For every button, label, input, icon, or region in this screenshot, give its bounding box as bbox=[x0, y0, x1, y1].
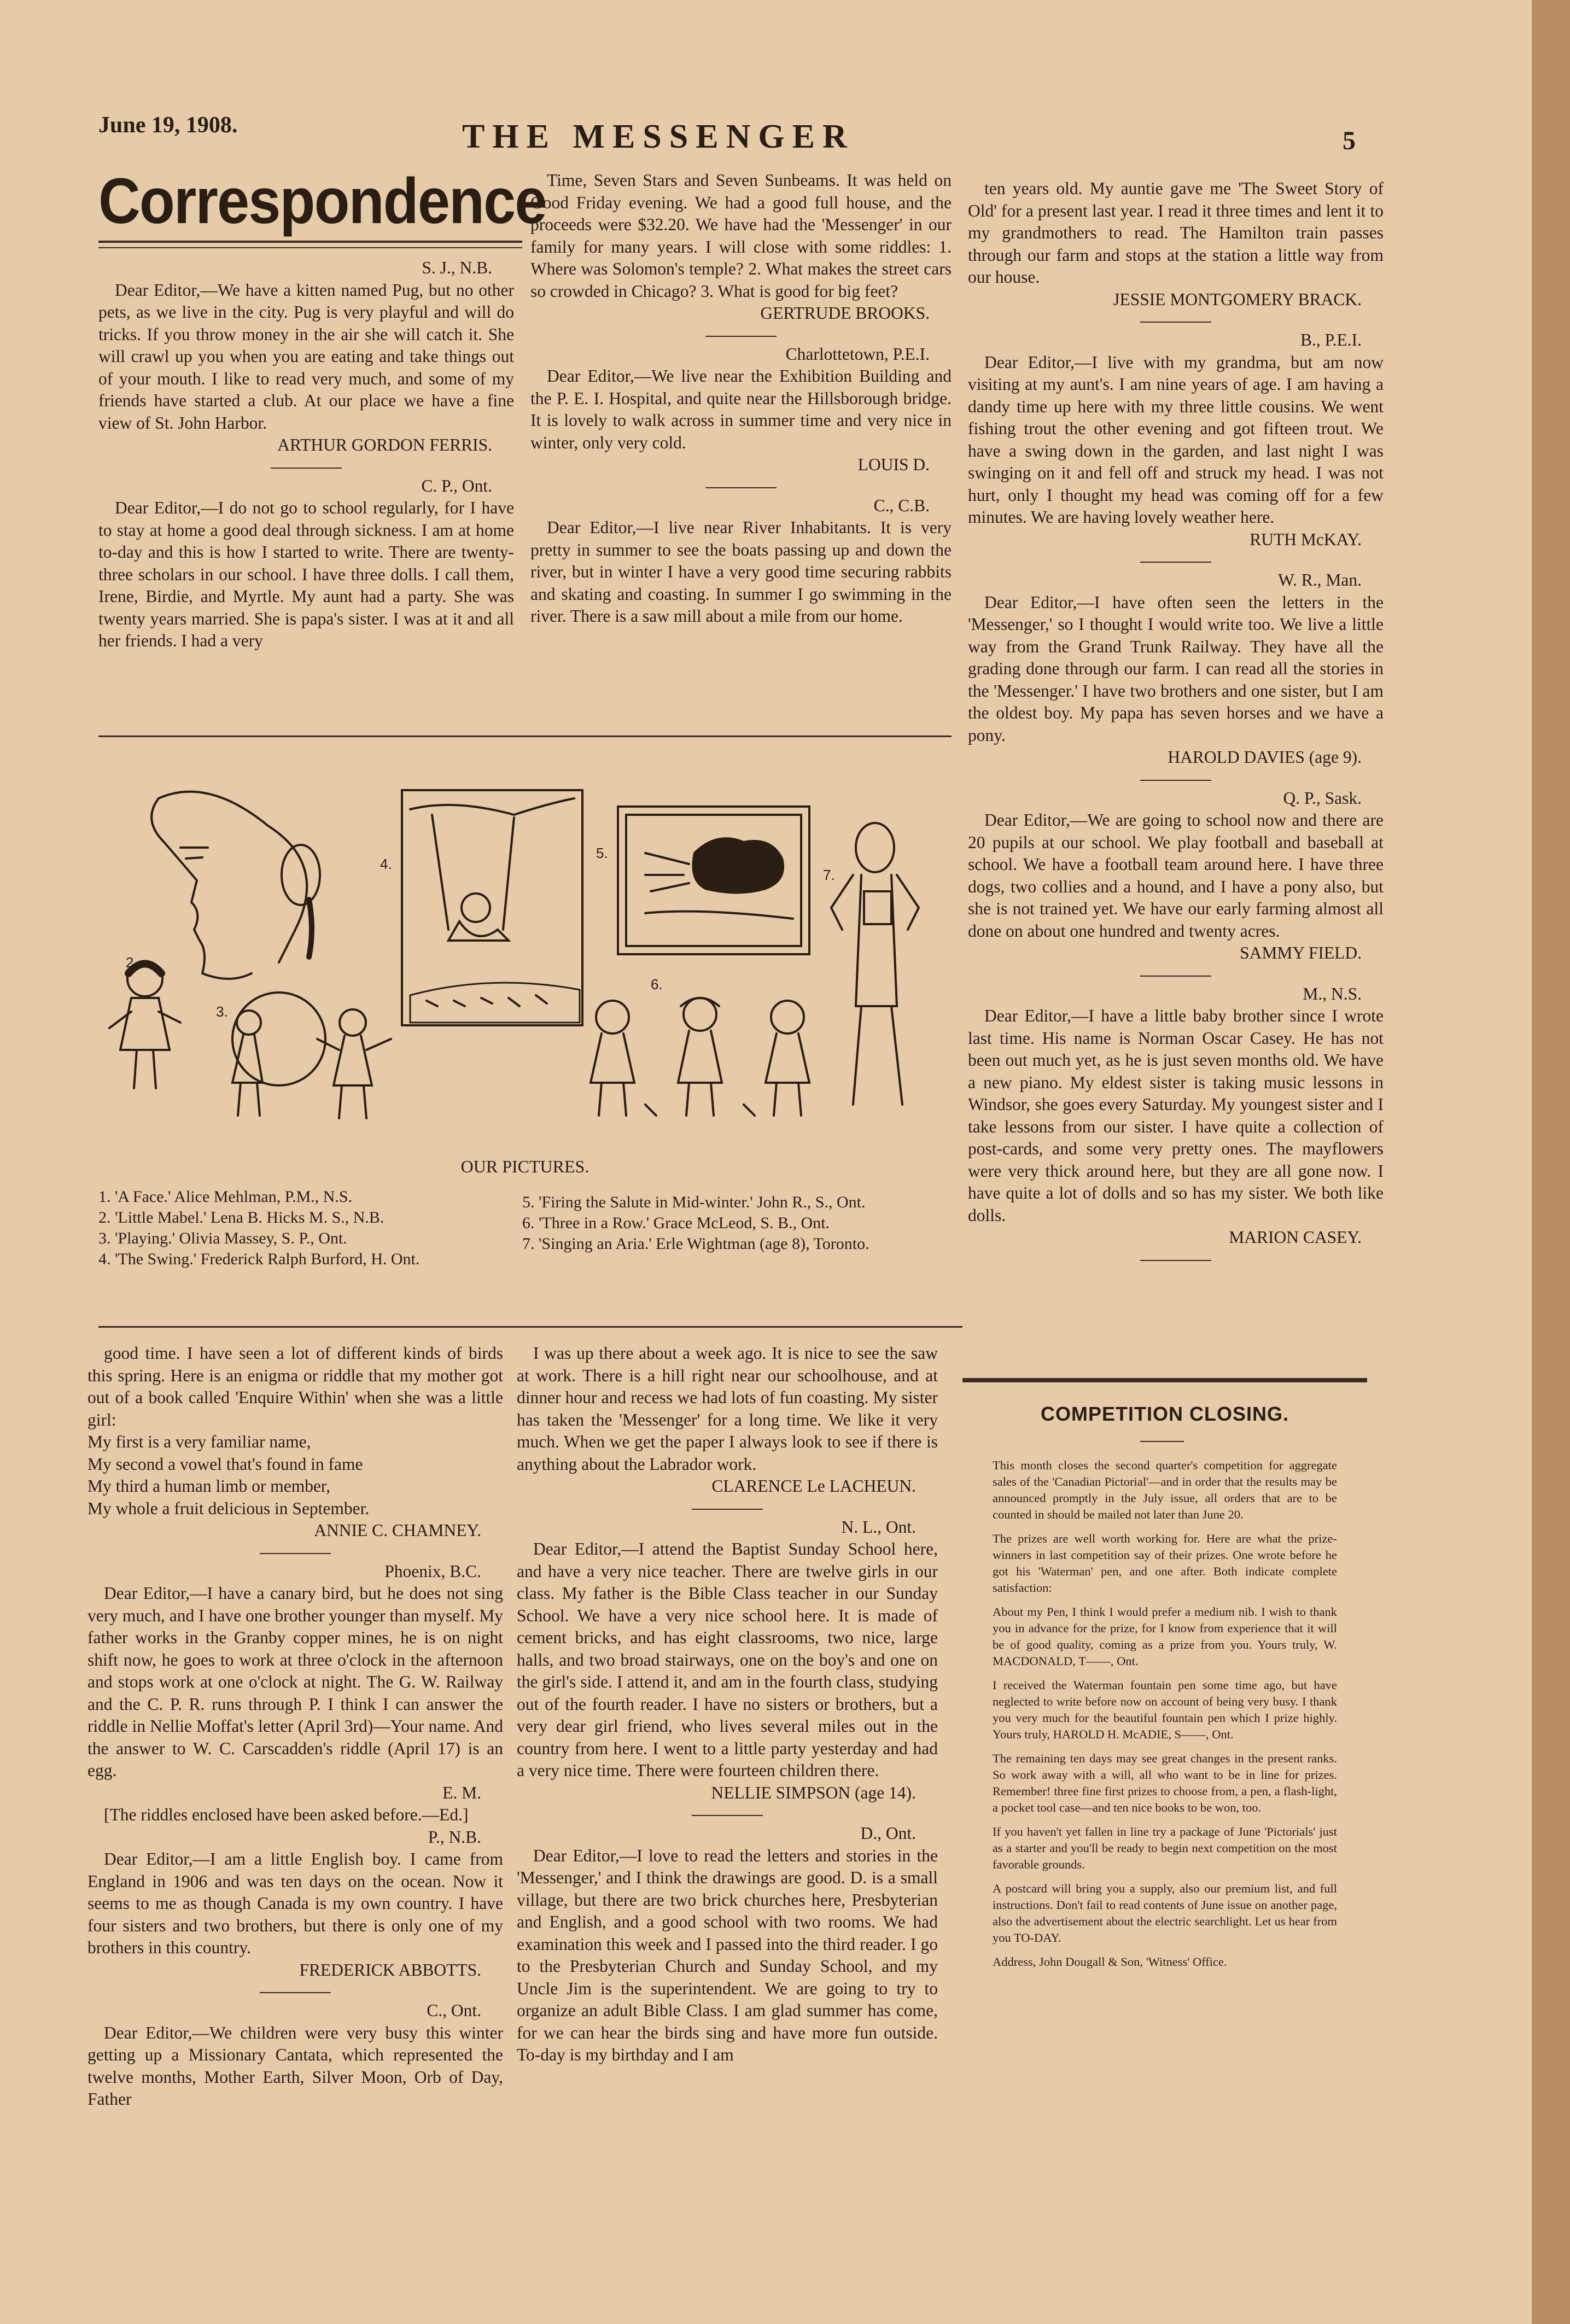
letter-signature: NELLIE SIMPSON (age 14). bbox=[711, 1783, 916, 1802]
riddle-line: My third a human limb or member, bbox=[87, 1476, 331, 1496]
letters-column-1b bbox=[87, 1342, 503, 2111]
letter-location: Q. P., Sask. bbox=[1283, 788, 1362, 808]
letter-divider bbox=[705, 336, 777, 337]
letter-location: C., C.B. bbox=[873, 495, 930, 515]
letters-column-2b bbox=[517, 1342, 938, 2066]
drawing-face bbox=[151, 792, 320, 979]
competition-paragraph: A postcard will bring you a supply, also our premium list, and full instructions. Don't fail to read contents of June issue on another page, also the advertisement about the electric searchlight. Let us hear from you TO-DAY. bbox=[993, 1882, 1337, 1945]
competition-paragraph: This month closes the second quarter's competition for aggregate sales of the 'Canadian Pictorial'—and in order that the results may be announced promptly in the July issue, all orders that are to be counted in should be mailed not later than June 20. bbox=[993, 1458, 1337, 1521]
letter-divider bbox=[705, 487, 777, 488]
riddle-line: My whole a fruit delicious in September. bbox=[87, 1498, 370, 1518]
letter-divider bbox=[1140, 562, 1211, 563]
letter-location: Charlottetown, P.E.I. bbox=[785, 344, 930, 364]
picture-legend-item: 5. 'Firing the Salute in Mid-winter.' John R., S., Ont. bbox=[522, 1193, 866, 1211]
letter-signature: CLARENCE Le LACHEUN. bbox=[711, 1476, 916, 1496]
letter-body: Dear Editor,—I have a canary bird, but he does not sing very much, and I have one brother younger than myself. My father works in the Granby copper mines, he is on night shift now, he goes to work at three o'clock in the afternoon and stops work at one o'clock at night. The G. W. Railway and the C. P. R. runs through P. I think I can answer the riddle in Nellie Moffat's letter (April 3rd)—Your name. And the answer to W. C. Carscadden's riddle (April 17) is an egg. bbox=[87, 1584, 503, 1780]
picture-number-7: 7. bbox=[823, 867, 835, 883]
section-title: Correspondence bbox=[98, 165, 546, 237]
letter-body: Dear Editor,—I have often seen the letters in the 'Messenger,' so I thought I would write too. We live a little way from the Grand Trunk Railway. They have all the grading done through our farm. I can read all the stories in the 'Messenger.' I have two brothers and one sister, but I am the oldest boy. My papa has seven horses and we have a pony. bbox=[968, 592, 1384, 745]
letters-column-1 bbox=[98, 257, 514, 652]
letter-body: [The riddles enclosed have been asked before.—Ed.] bbox=[104, 1805, 469, 1824]
section-rule bbox=[98, 241, 522, 243]
competition-title: COMPETITION CLOSING. bbox=[1040, 1403, 1289, 1425]
drawing-firing-salute bbox=[618, 807, 809, 954]
letter-body: Dear Editor,—I am a little English boy. I came from England in 1906 and was ten days on the ocean. Now it seems to me as though Canada is my own country. I have four sisters and two brothers, but there is only one of my brothers in this country. bbox=[87, 1849, 503, 1957]
letter-signature: HAROLD DAVIES (age 9). bbox=[1168, 748, 1362, 767]
letter-body: Dear Editor,—I do not go to school regularly, for I have to stay at home a good deal through sickness. I am at home to-day and this is how I started to write. There are twenty-three scholars in our school. I have three dolls. I call them, Irene, Birdie, and Myrtle. My aunt had a party. She was twenty years married. She is papa's sister. I was at it and all her friends. I had a very bbox=[98, 498, 514, 650]
competition-paragraph: If you haven't yet fallen in line try a package of June 'Pictorials' just as a starter and you'll be ready to begin next competition on the most favorable grounds. bbox=[993, 1825, 1337, 1871]
letters-column-2 bbox=[530, 170, 952, 628]
letter-location: W. R., Man. bbox=[1278, 570, 1362, 589]
letter-location: M., N.S. bbox=[1303, 984, 1362, 1003]
competition-top-rule bbox=[962, 1378, 1367, 1382]
letter-divider bbox=[260, 1992, 331, 1993]
newspaper-title: THE MESSENGER bbox=[462, 118, 855, 155]
drawing-little-mabel bbox=[109, 961, 180, 1088]
letter-body: Dear Editor,—I have a little baby brother since I wrote last time. His name is Norman Oscar Casey. He has not been out much yet, as he is just seven months old. We have a new piano. My eldest sister is taking music lessons in Windsor, she goes every Saturday. My youngest sister and I take lessons from our sister. I have quite a collection of post-cards, and some very pretty ones. The mayflowers were very thick around here, but they are all gone now. I have quite a lot of dolls and so has my sister. We both like dolls. bbox=[968, 1006, 1384, 1225]
drawing-playing bbox=[232, 992, 391, 1118]
letter-body: Dear Editor,—We live near the Exhibition Building and the P. E. I. Hospital, and quite near the Hillsborough bridge. It is lovely to walk across in summer time and very nice in winter, only very cold. bbox=[530, 366, 952, 452]
letter-divider bbox=[1140, 1260, 1211, 1261]
competition-paragraph: The remaining ten days may see great changes in the present ranks. So work away with a will, all who want to be in line for prizes. Remember! three fine first prizes to choose from, a pen, a flash-light, a pocket tool case—and ten nice books to be won, too. bbox=[993, 1751, 1337, 1814]
issue-date: June 19, 1908. bbox=[98, 113, 238, 138]
letter-signature: RUTH McKAY. bbox=[1250, 529, 1362, 549]
letter-signature: FREDERICK ABBOTTS. bbox=[299, 1960, 481, 1980]
letter-divider bbox=[271, 468, 342, 469]
picture-legend-item: 3. 'Playing.' Olivia Massey, S. P., Ont. bbox=[98, 1229, 347, 1247]
letter-signature: SAMMY FIELD. bbox=[1240, 943, 1362, 962]
letter-body: ten years old. My auntie gave me 'The Sweet Story of Old' for a present last year. I read it three times and lent it to my grandmothers to read. The Hamilton train passes through our farm and stops at the station a little way from our house. bbox=[968, 179, 1384, 287]
picture-legend-item: 2. 'Little Mabel.' Lena B. Hicks M. S., N.B. bbox=[98, 1208, 384, 1227]
competition-paragraph: Address, John Dougall & Son, 'Witness' Office. bbox=[993, 1955, 1227, 1969]
letter-divider bbox=[260, 1553, 331, 1554]
page-number: 5 bbox=[1343, 126, 1356, 155]
letter-signature: ARTHUR GORDON FERRIS. bbox=[277, 435, 492, 454]
letter-divider bbox=[1140, 780, 1211, 781]
competition-notice bbox=[993, 1457, 1337, 1978]
picture-number-3: 3. bbox=[216, 1003, 228, 1020]
competition-paragraph: I received the Waterman fountain pen some time ago, but have neglected to write before now on account of being very busy. I thank you very much for the beautiful fountain pen which I prize highly. Yours truly, HAROLD H. McADIE, S——, Ont. bbox=[993, 1678, 1337, 1741]
letter-body: I was up there about a week ago. It is nice to see the saw at work. There is a hill right near our schoolhouse, and at dinner hour and recess we had lots of fun coasting. My sister has taken the 'Messenger' for a long time. We like it very much. When we get the paper I always look to see if there is anything about the Labrador work. bbox=[517, 1344, 938, 1474]
pictures-caption: OUR PICTURES. bbox=[460, 1157, 590, 1176]
letter-body: Dear Editor,—I live near River Inhabitants. It is very pretty in summer to see the boats passing up and down the river, but in winter I have a very good time securing rabbits and skating and coasting. In summer I go swimming in the river. There is a saw mill about a mile from our home. bbox=[530, 518, 952, 626]
pictures-bottom-rule bbox=[98, 1326, 962, 1328]
picture-number-4: 4. bbox=[380, 856, 392, 872]
letter-body: Dear Editor,—We are going to school now and there are 20 pupils at our school. We play football and baseball at school. We have a football team around here. I have three dogs, two collies and a hound, and I have a pony also, but she is not trained yet. We have our early farming almost all done on about one hundred and twenty acres. bbox=[968, 810, 1384, 941]
letter-body: Dear Editor,—I attend the Baptist Sunday School here, and have a very nice teacher. There are twelve girls in our class. My father is the Bible Class teacher in our Sunday School. We have a very nice school here. It is made of cement bricks, and has eight classrooms, two nice, large halls, and two broad stairways, one on the boy's and one on the girl's side. I attend it, and am in the fourth class, studying out of the fourth reader. I have no sisters or brothers, but a very dear girl friend, who lives several miles out in the country from here. I went to a little party yesterday and had a very nice time. There were fourteen children there. bbox=[517, 1539, 938, 1780]
pictures-legend-right bbox=[522, 1192, 943, 1254]
letter-body: Dear Editor,—I love to read the letters and stories in the 'Messenger,' and I think the drawings are good. D. is a small village, but there are two brick churches here, Presbyterian and English, and a good school with two rooms. We had examination this week and I passed into the third reader. I go to the Presbyterian Church and Sunday School, and my Uncle Jim is the superintendent. We are going to try to organize an adult Bible Class. I am glad summer has come, for we can hear the birds sing and have more fun outside. To-day is my birthday and I am bbox=[517, 1846, 938, 2064]
pictures-top-rule bbox=[98, 735, 952, 737]
letter-body: good time. I have seen a lot of different kinds of birds this spring. Here is an enigma or riddle that my mother got out of a book called 'Enquire Within' when she was a little girl: bbox=[87, 1344, 503, 1429]
section-rule-thin bbox=[98, 247, 522, 248]
picture-legend-item: 1. 'A Face.' Alice Mehlman, P.M., N.S. bbox=[98, 1188, 353, 1206]
letter-location: P., N.B. bbox=[428, 1827, 481, 1847]
letter-divider bbox=[1140, 976, 1211, 977]
riddle-line: My first is a very familiar name, bbox=[87, 1432, 311, 1451]
letter-signature: JESSIE MONTGOMERY BRACK. bbox=[1113, 289, 1362, 309]
picture-number-6: 6. bbox=[651, 976, 663, 992]
letter-location: N. L., Ont. bbox=[841, 1517, 916, 1537]
competition-title-rule bbox=[1140, 1441, 1184, 1442]
letter-divider bbox=[692, 1509, 763, 1510]
picture-legend-item: 7. 'Singing an Aria.' Erle Wightman (age 8), Toronto. bbox=[522, 1235, 869, 1253]
letter-signature: ANNIE C. CHAMNEY. bbox=[314, 1521, 481, 1540]
drawing-swing bbox=[402, 790, 582, 1025]
children-drawings bbox=[98, 766, 952, 1137]
picture-legend-item: 6. 'Three in a Row.' Grace McLeod, S. B., Ont. bbox=[522, 1214, 830, 1232]
letter-location: E. M. bbox=[442, 1783, 481, 1802]
letter-divider bbox=[692, 1815, 763, 1816]
letter-location: C. P., Ont. bbox=[421, 476, 492, 495]
letter-body: Dear Editor,—We have a kitten named Pug, but no other pets, as we live in the city. Pug is very playful and will do tricks. If you throw money in the air she will catch it. She will crawl up you when you are eating and take things out of your mouth. I like to read very much, and some of my friends have started a club. At our place we have a fine view of St. John Harbor. bbox=[98, 280, 514, 433]
letter-signature: GERTRUDE BROOKS. bbox=[760, 303, 930, 323]
letter-body: Dear Editor,—I live with my grandma, but am now visiting at my aunt's. I am nine years of age. I am having a dandy time up here with my three little cousins. We went fishing trout the other evening and got fifteen trout. We have a swing down in the garden, and last night I was swinging on it and fell off and struck my head. I was not hurt, only I thought my head was coming off for a few minutes. We are having lovely weather here. bbox=[968, 352, 1384, 527]
letter-signature: LOUIS D. bbox=[857, 455, 930, 474]
letter-location: D., Ont. bbox=[860, 1824, 916, 1843]
competition-paragraph: About my Pen, I think I would prefer a medium nib. I wish to thank you in advance for the prize, for I know from experience that it will be of good quality, coming as a prize from you. Yours truly, W. MACDONALD, T——, Ont. bbox=[993, 1605, 1337, 1668]
letter-body: Dear Editor,—We children were very busy this winter getting up a Missionary Cantata, which represented the twelve months, Mother Earth, Silver Moon, Orb of Day, Father bbox=[87, 2023, 503, 2109]
page-edge bbox=[1532, 0, 1570, 2324]
drawing-singing-aria bbox=[831, 823, 919, 1105]
letter-divider bbox=[1140, 322, 1211, 323]
drawing-three-in-row bbox=[591, 998, 809, 1116]
riddle-line: My second a vowel that's found in fame bbox=[87, 1454, 363, 1474]
letter-signature: MARION CASEY. bbox=[1229, 1228, 1362, 1247]
picture-legend-item: 4. 'The Swing.' Frederick Ralph Burford, H. Ont. bbox=[98, 1250, 420, 1268]
picture-number-2: 2. bbox=[126, 954, 138, 971]
letter-body: Time, Seven Stars and Seven Sunbeams. It was held on Good Friday evening. We had a good full house, and the proceeds were $32.20. We have had the 'Messenger' in our family for many years. I will close with some riddles: 1. Where was Solomon's temple? 2. What makes the street cars so crowded in Chicago? 3. What is good for big feet? bbox=[530, 171, 952, 301]
letter-location: C., Ont. bbox=[427, 2001, 481, 2020]
picture-number-5: 5. bbox=[596, 845, 608, 861]
letter-location: B., P.E.I. bbox=[1300, 330, 1362, 349]
letter-location: S. J., N.B. bbox=[422, 258, 492, 277]
letters-column-3 bbox=[968, 178, 1384, 1268]
pictures-legend-left bbox=[98, 1187, 503, 1270]
letter-location: Phoenix, B.C. bbox=[384, 1561, 481, 1581]
competition-paragraph: The prizes are well worth working for. Here are what the prize-winners in last competition say of their prizes. One wrote before he got his 'Waterman' pen, and one after. Both indicate complete satisfaction: bbox=[993, 1532, 1337, 1595]
